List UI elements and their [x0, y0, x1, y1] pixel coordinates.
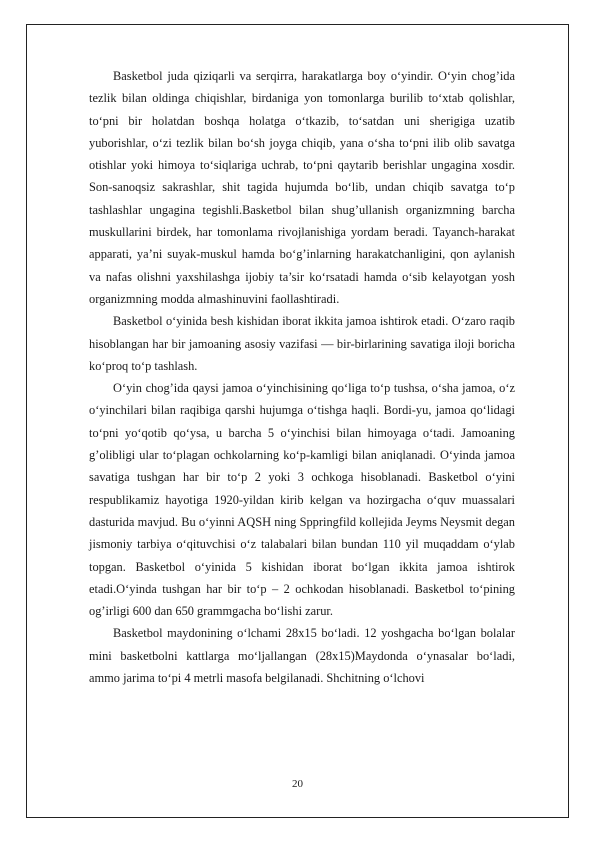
- paragraph-2: Basketbol o‘yinida besh kishidan iborat ikkita jamoa ishtirok etadi. O‘zaro raqib hisoblangan har bir jamoaning asosiy vazifasi — bir-birlarining savatiga iloji boricha ko‘proq to‘p tashlash.: [89, 314, 515, 373]
- paragraph-1: Basketbol juda qiziqarli va serqirra, harakatlarga boy o‘yindir. O‘yin chog’ida tezlik bilan oldinga chiqishlar, birdaniga yon tomonlarga burilib to‘xtab qolishlar, to‘pni bir holatdan boshqa holatga o‘tkazib, to‘satdan uni sherigiga uzatib yuborishlar, o‘zi tezlik bilan bo‘sh joyga chiqib, yana o‘sha to‘pni ilib olib savatga otishlar yoki himoya to‘siqlariga uchrab, to‘pni qaytarib berishlar ungagina xosdir. Son-sanoqsiz sakrashlar, shit tagida hujumda bo‘lib, undan chiqib savatga to‘p tashlashlar ungagina tegishli.Basketbol bilan shug’ullanish organizmning barcha muskullarini birdek, har tomonlama rivojlanishiga yordam beradi. Tayanch-harakat apparati, ya’ni suyak-muskul hamda bo‘g’inlarning harakatchanligini, qon aylanish va nafas olishni yaxshilashga ijobiy ta’sir ko‘rsatadi hamda o‘sib kelayotgan yosh organizmning modda almashinuvini faollashtiradi.: [89, 69, 515, 306]
- paragraph-4: Basketbol maydonining o‘lchami 28x15 bo‘ladi. 12 yoshgacha bo‘lgan bolalar mini basketbolni kattlarga mo‘ljallangan (28x15)Maydonda o‘ynasalar bo‘ladi, ammo jarima to‘pi 4 metrli masofa belgilanadi. Shchitning o‘lchovi: [89, 626, 515, 686]
- paragraph-3: O‘yin chog’ida qaysi jamoa o‘yinchisining qo‘liga to‘p tushsa, o‘sha jamoa, o‘z o‘yinchilari bilan raqibiga qarshi hujumga o‘tishga haqli. Bordi-yu, jamoa qo‘lidagi to‘pni yo‘qotib qo‘ysa, u barcha 5 o‘yinchisi bilan himoyaga o‘tadi. Jamoaning g’olibligi ular to‘plagan ochkolarning ko‘p-kamligi bilan aniqlanadi. O‘yinda jamoa savatiga tushgan har bir to‘p 2 yoki 3 ochkoga hisoblanadi. Basketbol o‘yini respublikamiz hayotiga 1920-yildan kirib kelgan va hozirgacha o‘quv muassalari dasturida mavjud. Bu o‘yinni AQSH ning Sppringfild kollejida Jeyms Neysmit degan jismoniy tarbiya o‘qituvchisi o‘z talabalari bilan bundan 110 yil muqaddam o‘ylab topgan. Basketbol o‘yinida 5 kishidan iborat bo‘lgan ikkita jamoa ishtirok etadi.O‘yinda tushgan har bir to‘p – 2 ochkodan hisoblanadi. Basketbol to‘pining og’irligi 600 dan 650 grammgacha bo‘lishi zarur.: [89, 381, 515, 619]
- document-body: [89, 65, 515, 689]
- page-number: 20: [292, 778, 303, 790]
